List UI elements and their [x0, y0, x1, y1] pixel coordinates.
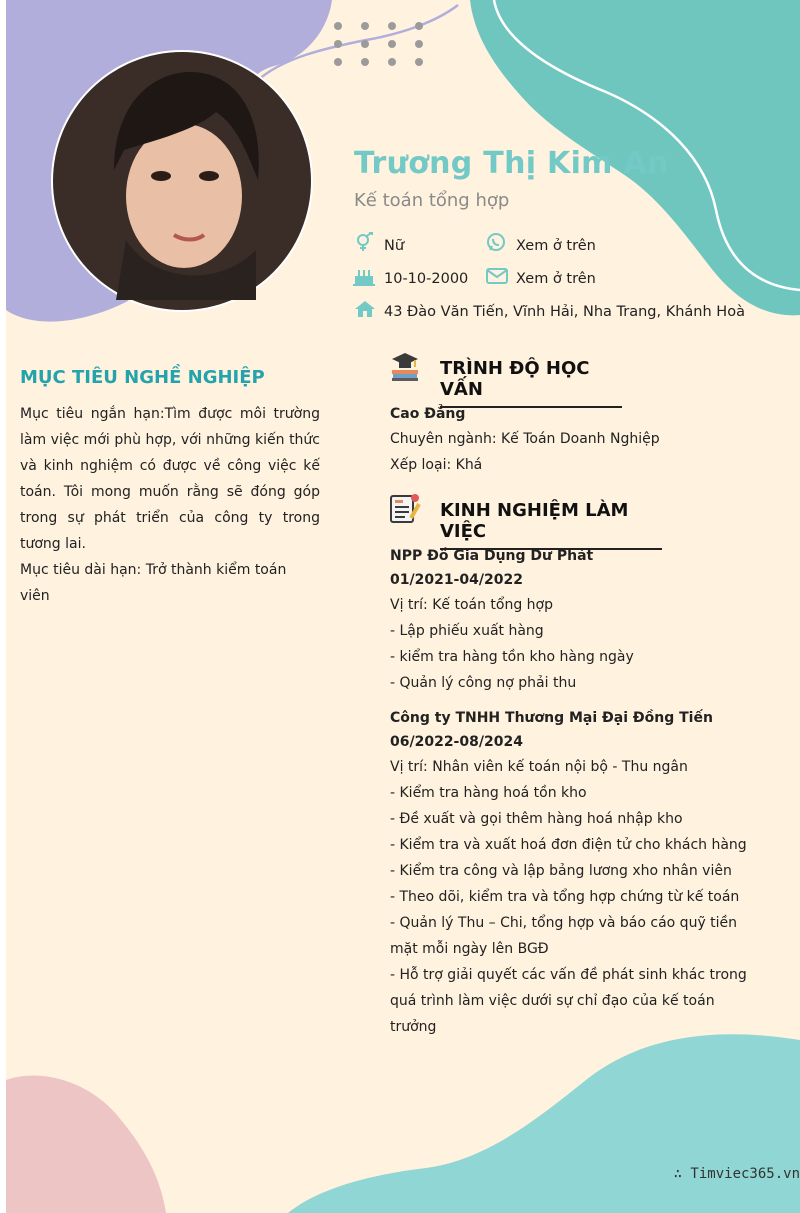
education-heading: TRÌNH ĐỘ HỌC VẤN	[440, 358, 622, 408]
graduation-icon	[389, 350, 421, 382]
phone-icon	[486, 232, 506, 252]
education-major: Chuyên ngành: Kế Toán Doanh Nghiệp	[390, 431, 660, 447]
job-2-duties	[390, 780, 760, 1040]
email-icon	[486, 268, 508, 284]
watermark: ∴ Timviec365.vn	[673, 1166, 800, 1182]
cake-icon	[353, 266, 375, 286]
job-1-position: Vị trí: Kế toán tổng hợp	[390, 597, 554, 613]
job-2-duty: - Kiểm tra và xuất hoá đơn điện tử cho khách hàng	[390, 837, 747, 853]
job-2-duty: - Đề xuất và gọi thêm hàng hoá nhập kho	[390, 811, 683, 827]
job-1-company: NPP Đồ Gia Dụng Dư Phát	[390, 548, 594, 564]
avatar	[51, 50, 313, 312]
job-2-duty: - Kiểm tra công và lập bảng lương xho nhân viên	[390, 863, 732, 879]
job-1-duty: - Quản lý công nợ phải thu	[390, 675, 577, 691]
cv-page	[6, 0, 800, 1213]
job-2-position: Vị trí: Nhân viên kế toán nội bộ - Thu ngân	[390, 759, 688, 775]
birthday-value: 10-10-2000	[384, 271, 469, 287]
job-2-period: 06/2022-08/2024	[390, 734, 523, 750]
job-2-duty: - Quản lý Thu – Chi, tổng hợp và báo cáo quỹ tiền mặt mỗi ngày lên BGĐ	[390, 915, 738, 957]
job-1-period: 01/2021-04/2022	[390, 572, 523, 588]
short-term-goal: Mục tiêu ngắn hạn:Tìm được môi trường làm việc mới phù hợp, với những kiến thức và kinh nghiệm có được về công việc kế toán. Tôi mong muốn rằng sẽ đóng góp trong sự phát triển của công ty trong tương lai.	[20, 406, 320, 552]
email-value: Xem ở trên	[516, 271, 596, 287]
home-icon	[354, 300, 376, 318]
job-2-duty: - Hỗ trợ giải quyết các vấn đề phát sinh khác trong quá trình làm việc dưới sự chỉ đạo của kế toán trưởng	[390, 967, 747, 1035]
experience-heading: KINH NGHIỆM LÀM VIỆC	[440, 500, 662, 550]
job-2-company: Công ty TNHH Thương Mại Đại Đồng Tiến	[390, 710, 713, 726]
job-2-duty: - Theo dõi, kiểm tra và tổng hợp chứng từ kế toán	[390, 889, 740, 905]
candidate-name: Trương Thị Kim An	[354, 146, 669, 181]
phone-value: Xem ở trên	[516, 238, 596, 254]
job-2-duty: - Kiểm tra hàng hoá tồn kho	[390, 785, 587, 801]
job-1-duty: - kiểm tra hàng tồn kho hàng ngày	[390, 649, 634, 665]
address-value: 43 Đào Văn Tiến, Vĩnh Hải, Nha Trang, Khánh Hoà	[384, 304, 745, 320]
education-level: Cao Đẳng	[390, 406, 466, 422]
education-grade: Xếp loại: Khá	[390, 457, 483, 473]
objective-heading: MỤC TIÊU NGHỀ NGHIỆP	[20, 367, 265, 388]
gender-value: Nữ	[384, 238, 405, 254]
candidate-title: Kế toán tổng hợp	[354, 190, 510, 211]
experience-icon	[389, 492, 421, 524]
objective-text	[20, 401, 320, 609]
job-1-duty: - Lập phiếu xuất hàng	[390, 623, 544, 639]
long-term-goal: Mục tiêu dài hạn: Trở thành kiểm toán viên	[20, 562, 287, 604]
gender-icon	[355, 232, 375, 252]
